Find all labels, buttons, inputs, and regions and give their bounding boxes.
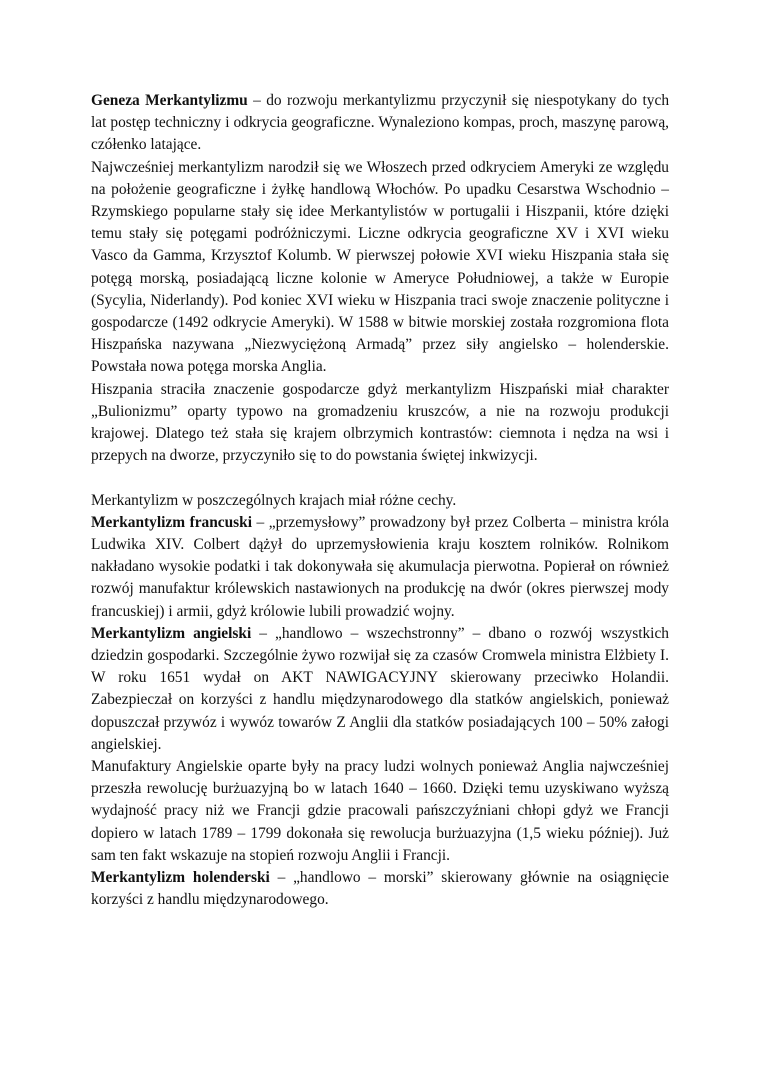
paragraph-english bbox=[91, 623, 669, 756]
term-dutch: Merkantylizm holenderski bbox=[91, 869, 270, 887]
term-english: Merkantylizm angielski bbox=[91, 624, 252, 642]
paragraph-english-manufactures bbox=[91, 756, 669, 867]
paragraph-italy-spain-text: Najwcześniej merkantylizm narodził się we Włoszech przed odkryciem Ameryki ze względu na położenie geograficzne i żyłkę handlową Włochów. Po upadku Cesarstwa Wschodnio – Rzymskiego popularne stały się idee Merkantylistów w portugalii i Hiszpanii, które dzięki temu stały się potęgami podróżniczymi. Liczne odkrycia geograficzne XV i XVI wieku Vasco da Gamma, Krzysztof Kolumb. W pierwszej połowie XVI wieku Hiszpania stała się potęgą morską, posiadającą liczne kolonie w Ameryce Południowej, a także w Europie (Sycylia, Niderlandy). Pod koniec XVI wieku w Hiszpania traci swoje znaczenie polityczne i gospodarcze (1492 odkrycie Ameryki). W 1588 w bitwie morskiej została rozgromiona flota Hiszpańska nazywana „Niezwyciężoną Armadą” przez siły angielsko – holenderskie. Powstała nowa potęga morska Anglia. bbox=[91, 158, 669, 376]
paragraph-countries-intro-text: Merkantylizm w poszczególnych krajach miał różne cechy. bbox=[91, 491, 457, 509]
paragraph-italy-spain bbox=[91, 157, 669, 379]
paragraph-dutch-text: – „handlowo – morski” skierowany głównie na osiągnięcie korzyści z handlu międzynarodowego. bbox=[91, 869, 669, 909]
term-genesis: Geneza Merkantylizmu bbox=[91, 92, 248, 109]
paragraph-french-text: – „przemysłowy” prowadzony był przez Colberta – ministra króla Ludwika XIV. Colbert dążył do uprzemysłowienia kraju kosztem rolników. Rolnikom nakładano wysokie podatki i tak dokonywała się akumulacja pierwotna. Popierał on również rozwój manufaktur królewskich nastawionych na produkcję na dwór (okres pierwszej mody francuskiej) i armii, gdyż królowie lubili prowadzić wojny. bbox=[91, 513, 669, 620]
paragraph-french bbox=[91, 512, 669, 623]
paragraph-english-text: – „handlowo – wszechstronny” – dbano o rozwój wszystkich dziedzin gospodarki. Szczególnie żywo rozwijał się za czasów Cromwela ministra Elżbiety I. W roku 1651 wydał on AKT NAWIGACYJNY skierowany przeciwko Holandii. Zabezpieczał on korzyści z handlu międzynarodowego dla statków angielskich, ponieważ dopuszczał przywóz i wywóz towarów Z Anglii dla statków posiadających 100 – 50% załogi angielskiej. bbox=[91, 624, 669, 753]
paragraph-countries-intro bbox=[91, 490, 669, 512]
blank-line bbox=[91, 467, 669, 489]
paragraph-genesis bbox=[91, 90, 669, 157]
paragraph-spain-bullionism-text: Hiszpania straciła znaczenie gospodarcze gdyż merkantylizm Hiszpański miał charakter „Bulionizmu” oparty typowo na gromadzeniu kruszców, a nie na rozwoju produkcji krajowej. Dlatego też stała się krajem olbrzymich kontrastów: ciemnota i nędza na wsi i przepych na dworze, przyczyniło się to do powstania świętej inkwizycji. bbox=[91, 380, 669, 465]
paragraph-dutch bbox=[91, 867, 669, 911]
paragraph-spain-bullionism bbox=[91, 379, 669, 468]
document-page bbox=[91, 90, 669, 912]
term-french: Merkantylizm francuski bbox=[91, 513, 252, 531]
paragraph-english-manufactures-text: Manufaktury Angielskie oparte były na pracy ludzi wolnych ponieważ Anglia najwcześniej przeszła rewolucję burżuazyjną bo w latach 1640 – 1660. Dzięki temu uzyskiwano wyższą wydajność pracy niż we Francji gdzie pracowali pańszczyźniani chłopi gdyż we Francji dopiero w latach 1789 – 1799 dokonała się rewolucja burżuazyjna (1,5 wieku później). Już sam ten fakt wskazuje na stopień rozwoju Anglii i Francji. bbox=[91, 758, 669, 864]
paragraph-genesis-text: – do rozwoju merkantylizmu przyczynił się niespotykany do tych lat postęp techniczny i odkrycia geograficzne. Wynaleziono kompas, proch, maszynę parową, czółenko latające. bbox=[91, 92, 670, 154]
